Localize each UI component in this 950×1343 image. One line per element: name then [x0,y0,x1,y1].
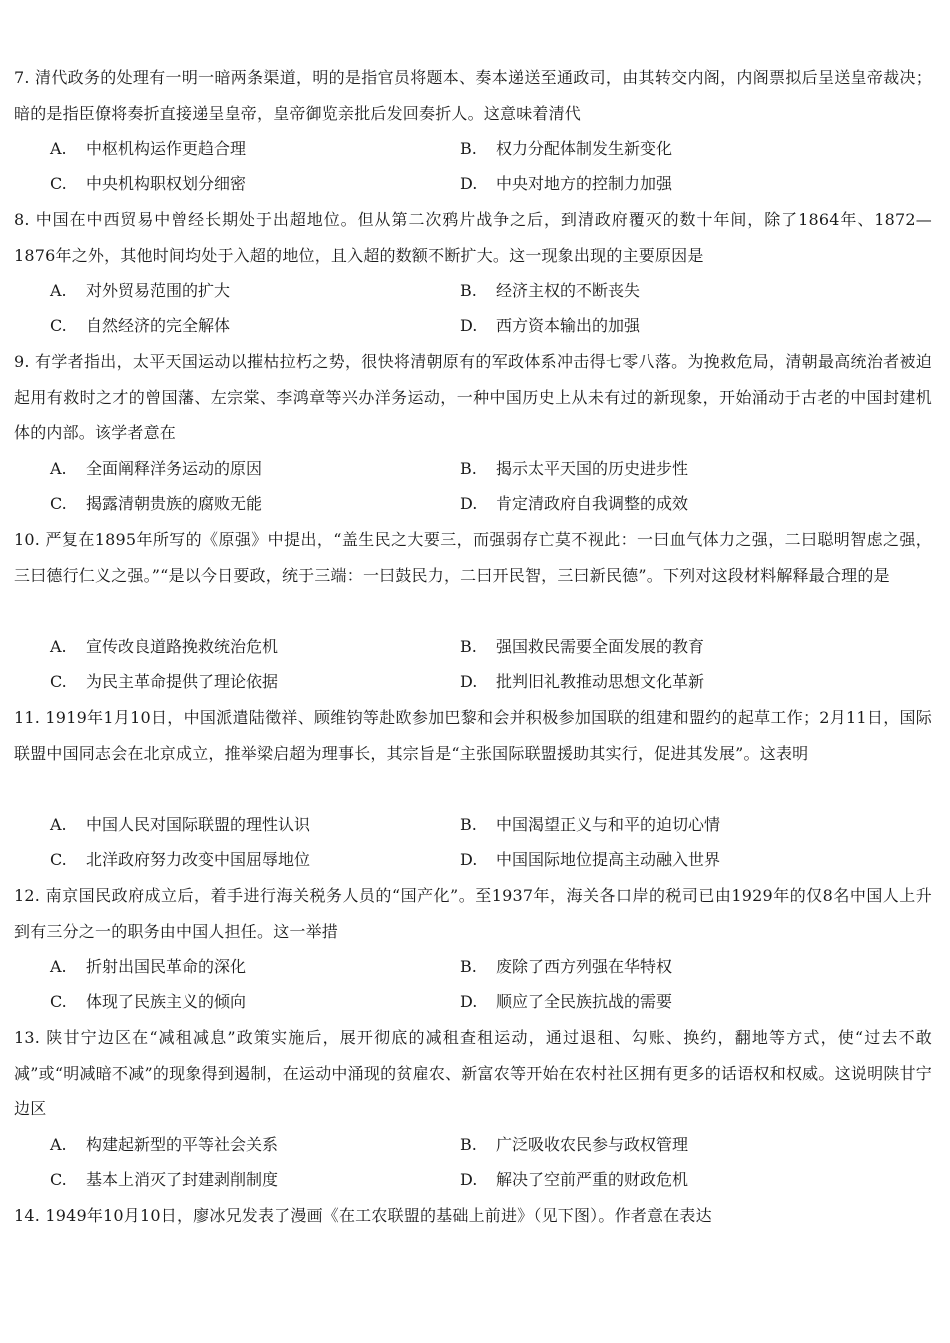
question-10-options-row-2 [0,664,950,700]
question-14-stem: 14. 1949年10月10日，廖冰兄发表了漫画《在工农联盟的基础上前进》（见下图）。作者意在表达 [14,1206,712,1225]
option-text: 顺应了全民族抗战的需要 [496,992,673,1011]
option-c [50,984,246,1020]
option-d [460,842,720,878]
option-letter: D. [460,174,478,193]
question-13-options-row-1 [0,1127,950,1163]
option-a [50,807,310,843]
option-letter: C. [50,494,67,513]
option-b [460,451,688,487]
option-letter: B. [460,815,477,834]
question-10-stem: 10. 严复在1895年所写的《原强》中提出，“盖生民之大要三，而强弱存亡莫不视此：一曰血气体力之强，二曰聪明智虑之强，三曰德行仁义之强。”“是以今日要政，统于三端：一曰鼓民力，二曰开民智，三曰新民德”。下列对这段材料解释最合理的是 [14,530,932,585]
option-letter: D. [460,494,478,513]
option-b [460,273,640,309]
option-letter: A. [50,1135,67,1154]
question-10-options-row-1 [0,629,950,665]
option-text: 经济主权的不断丧失 [496,281,641,300]
option-c [50,166,246,202]
option-text: 权力分配体制发生新变化 [496,139,673,158]
option-text: 中央对地方的控制力加强 [496,174,673,193]
option-b [460,629,704,665]
option-letter: D. [460,992,478,1011]
question-7-stem: 7. 清代政务的处理有一明一暗两条渠道，明的是指官员将题本、奏本递送至通政司，由其转交内阁，内阁票拟后呈送皇帝裁决；暗的是指臣僚将奏折直接递呈皇帝，皇帝御览亲批后发回奏折人。这意味着清代 [14,68,932,123]
option-text: 肯定清政府自我调整的成效 [496,494,689,513]
option-d [460,1162,688,1198]
option-a [50,131,246,167]
option-letter: B. [460,957,477,976]
option-text: 体现了民族主义的倾向 [86,992,247,1011]
option-d [460,308,640,344]
option-letter: D. [460,672,478,691]
question-8-options-row-2 [0,308,950,344]
option-letter: C. [50,1170,67,1189]
option-letter: B. [460,1135,477,1154]
option-letter: A. [50,281,67,300]
option-letter: C. [50,174,67,193]
question-9-options-row-1 [0,451,950,487]
option-c [50,1162,278,1198]
question-13-stem: 13. 陕甘宁边区在“减租减息”政策实施后，展开彻底的减租查租运动，通过退租、勾账、换约，翻地等方式，使“过去不敢减”或“明减暗不减”的现象得到遏制，在运动中涌现的贫雇农、新富农等开始在农村社区拥有更多的话语权和权威。这说明陕甘宁边区 [14,1028,932,1118]
question-13-options-row-2 [0,1162,950,1198]
question-8-options-row-1 [0,273,950,309]
option-text: 广泛吸收农民参与政权管理 [496,1135,689,1154]
option-d [460,984,672,1020]
option-letter: A. [50,815,67,834]
question-11-options-row-1 [0,807,950,843]
option-b [460,807,720,843]
option-text: 宣传改良道路挽救统治危机 [86,637,279,656]
option-b [460,131,672,167]
option-letter: B. [460,281,477,300]
option-text: 构建起新型的平等社会关系 [86,1135,279,1154]
question-11-options-row-2 [0,842,950,878]
option-text: 自然经济的完全解体 [86,316,231,335]
option-text: 中国渴望正义与和平的迫切心情 [496,815,721,834]
option-text: 基本上消灭了封建剥削制度 [86,1170,279,1189]
option-letter: A. [50,637,67,656]
option-text: 折射出国民革命的深化 [86,957,247,976]
option-letter: A. [50,139,67,158]
option-text: 中国国际地位提高主动融入世界 [496,850,721,869]
question-8-stem: 8. 中国在中西贸易中曾经长期处于出超地位。但从第二次鸦片战争之后，到清政府覆灭的数十年间，除了1864年、1872—1876年之外，其他时间均处于入超的地位，且入超的数额不断扩大。这一现象出现的主要原因是 [14,210,932,265]
question-12-options-row-2 [0,984,950,1020]
option-text: 解决了空前严重的财政危机 [496,1170,689,1189]
option-letter: C. [50,850,67,869]
option-text: 强国救民需要全面发展的教育 [496,637,705,656]
option-text: 中央机构职权划分细密 [86,174,247,193]
option-letter: D. [460,316,478,335]
option-c [50,842,310,878]
option-letter: C. [50,316,67,335]
option-text: 批判旧礼教推动思想文化革新 [496,672,705,691]
option-letter: D. [460,1170,478,1189]
option-text: 揭示太平天国的历史进步性 [496,459,689,478]
option-d [460,166,672,202]
question-7-options-row-1 [0,131,950,167]
option-a [50,451,262,487]
option-d [460,664,704,700]
option-letter: C. [50,992,67,1011]
option-text: 为民主革命提供了理论依据 [86,672,279,691]
option-d [460,486,688,522]
question-11-stem: 11. 1919年1月10日，中国派遣陆徵祥、顾维钧等赴欧参加巴黎和会并积极参加国联的组建和盟约的起草工作；2月11日，国际联盟中国同志会在北京成立，推举梁启超为理事长，其宗旨是“主张国际联盟援助其实行，促进其发展”。这表明 [14,708,932,763]
question-12-options-row-1 [0,949,950,985]
option-text: 对外贸易范围的扩大 [86,281,231,300]
option-letter: A. [50,459,67,478]
option-c [50,308,230,344]
option-a [50,629,278,665]
option-c [50,486,262,522]
option-letter: B. [460,139,477,158]
option-text: 西方资本输出的加强 [496,316,641,335]
option-letter: D. [460,850,478,869]
option-text: 中枢机构运作更趋合理 [86,139,247,158]
option-a [50,273,230,309]
option-text: 中国人民对国际联盟的理性认识 [86,815,311,834]
question-9-stem: 9. 有学者指出，太平天国运动以摧枯拉朽之势，很快将清朝原有的军政体系冲击得七零八落。为挽救危局，清朝最高统治者被迫起用有救时之才的曾国藩、左宗棠、李鸿章等兴办洋务运动，一种中国历史上从未有过的新现象，开始涌动于古老的中国封建机体的内部。该学者意在 [14,352,932,442]
option-text: 揭露清朝贵族的腐败无能 [86,494,263,513]
question-7-options-row-2 [0,166,950,202]
option-a [50,949,246,985]
option-c [50,664,278,700]
option-b [460,1127,688,1163]
option-letter: B. [460,459,477,478]
option-b [460,949,672,985]
option-letter: C. [50,672,67,691]
question-12-stem: 12. 南京国民政府成立后，着手进行海关税务人员的“国产化”。至1937年，海关各口岸的税司已由1929年的仅8名中国人上升到有三分之一的职务由中国人担任。这一举措 [14,886,932,941]
question-9-options-row-2 [0,486,950,522]
option-letter: B. [460,637,477,656]
option-text: 北洋政府努力改变中国屈辱地位 [86,850,311,869]
option-a [50,1127,278,1163]
option-letter: A. [50,957,67,976]
option-text: 废除了西方列强在华特权 [496,957,673,976]
option-text: 全面阐释洋务运动的原因 [86,459,263,478]
